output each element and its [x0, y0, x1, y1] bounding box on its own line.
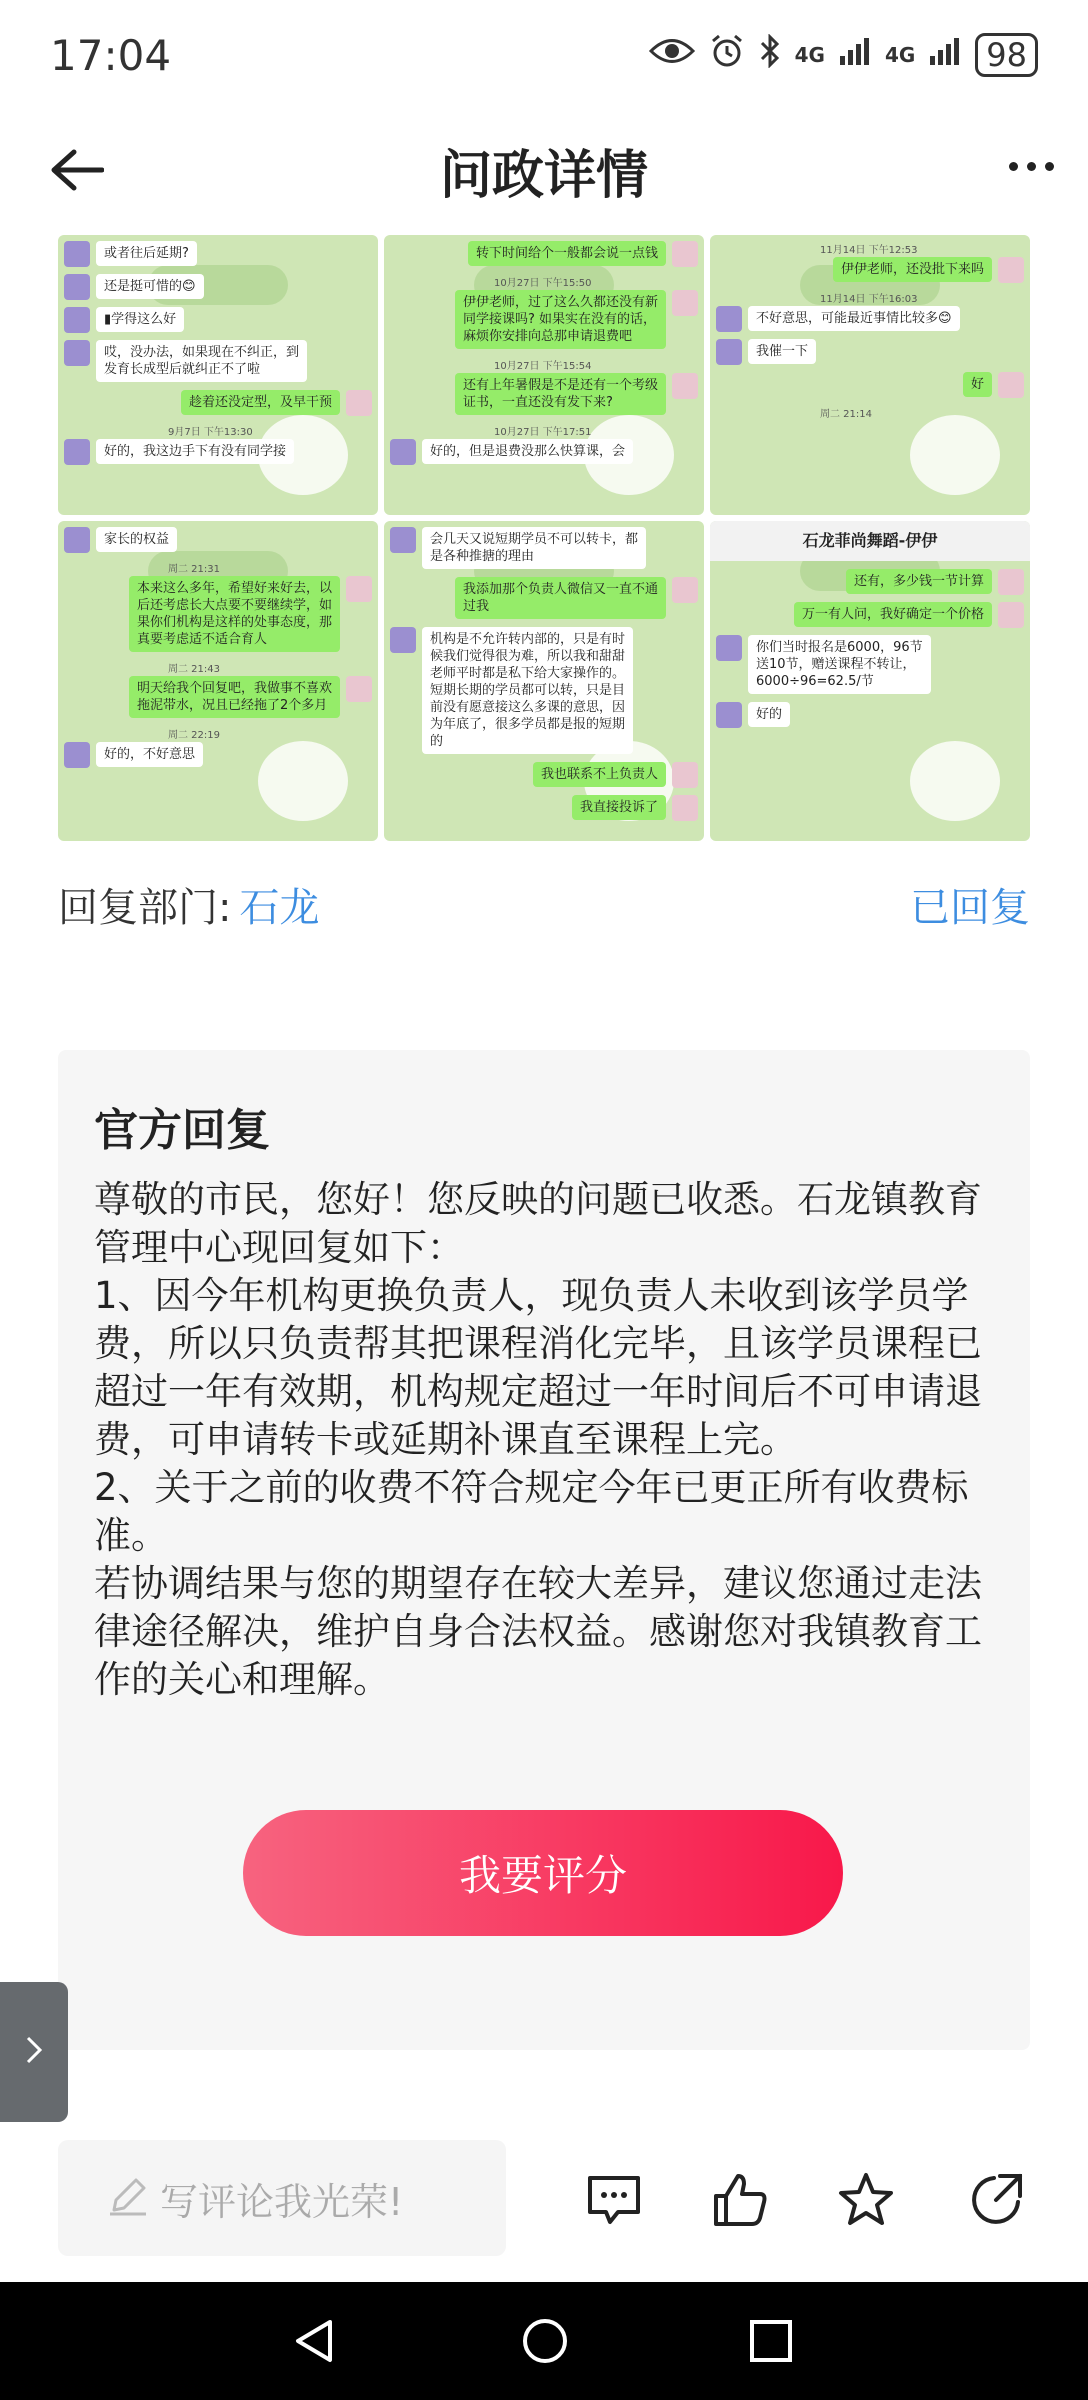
chat-avatar — [716, 306, 742, 332]
chat-screenshot-5[interactable] — [384, 521, 704, 841]
chat-bubble: 你们当时报名是6000，96节 送10节，赠送课程不转让， 6000÷96=62.5/节 — [748, 635, 931, 694]
chat-avatar — [672, 241, 698, 267]
chat-timestamp: 11月14日 下午12:53 — [820, 245, 918, 256]
chat-bubble: 伊伊老师，还没批下来吗 — [833, 257, 992, 282]
chat-avatar — [998, 257, 1024, 283]
nav-recents-icon[interactable] — [746, 2316, 796, 2370]
chat-timestamp: 10月27日 下午15:54 — [494, 361, 592, 372]
like-icon[interactable] — [710, 2170, 770, 2230]
chat-screenshot-1[interactable] — [58, 235, 378, 515]
chat-avatar — [390, 527, 416, 553]
signal-bars-icon — [839, 35, 871, 75]
pencil-icon — [106, 2174, 150, 2222]
chat-avatar — [716, 702, 742, 728]
chat-bubble: 哎，没办法，如果现在不纠正，到 发育长成型后就纠正不了啦 — [96, 340, 307, 382]
page-header — [0, 110, 1088, 230]
eye-icon — [649, 35, 695, 75]
chat-timestamp: 周二 21:43 — [168, 664, 220, 675]
signal-label-1: 4G — [794, 43, 825, 67]
rate-button[interactable]: 我要评分 — [243, 1810, 843, 1936]
chat-bubble: 好的，我这边手下有没有同学接 — [96, 439, 294, 464]
chat-avatar — [998, 602, 1024, 628]
chat-avatar — [716, 635, 742, 661]
chat-bubble: 好 — [963, 372, 992, 397]
chat-avatar — [64, 340, 90, 366]
chevron-right-icon — [23, 2033, 45, 2071]
chat-avatar — [64, 742, 90, 768]
chat-bubble: 还有上年暑假是不是还有一个考级 证书，一直还没有发下来? — [455, 373, 666, 415]
nav-home-icon[interactable] — [520, 2316, 570, 2370]
nav-back-icon[interactable] — [290, 2316, 340, 2370]
chat-avatar — [390, 627, 416, 653]
reply-department-link[interactable]: 石龙 — [239, 885, 320, 931]
chat-timestamp: 10月27日 下午15:50 — [494, 278, 592, 289]
signal-label-2: 4G — [884, 43, 916, 67]
chat-bubble: 会几天又说短期学员不可以转卡，都 是各种推搪的理由 — [422, 527, 646, 569]
system-nav-bar — [0, 2282, 1088, 2400]
chat-bubble: 伊伊老师，过了这么久都还没有新 同学接课吗? 如果实在没有的话， 麻烦你安排向总那申请退费吧 — [455, 290, 666, 349]
chat-bubble: 我催一下 — [748, 339, 816, 364]
chat-bubble: 家长的权益 — [96, 527, 177, 552]
chat-bubble: 机构是不允许转内部的，只是有时 候我们觉得很为难，所以我和甜甜 老师平时都是私下给大家操作的。 短期长期的学员都可以转，只是目 前没有愿意接这么多课的意思，因 为年底了，很多学员都是报的短期 的 — [422, 627, 633, 754]
more-options-icon[interactable] — [1009, 162, 1054, 171]
chat-avatar — [64, 307, 90, 333]
chat-bubble: 不好意思，可能最近事情比较多😊 — [748, 306, 960, 331]
chat-timestamp: 11月14日 下午16:03 — [820, 294, 918, 305]
chat-timestamp: 10月27日 下午17:51 — [494, 427, 592, 438]
chat-screenshot-4[interactable] — [58, 521, 378, 841]
chat-bubble: 或者往后延期? — [96, 241, 197, 266]
bluetooth-icon — [759, 34, 781, 77]
chat-avatar — [64, 241, 90, 267]
chat-avatar — [716, 339, 742, 365]
chat-timestamp: 9月7日 下午13:30 — [168, 427, 253, 438]
comment-placeholder: 写评论我光荣! — [160, 2179, 404, 2224]
chat-bubble: 还有，多少钱一节计算 — [846, 569, 992, 594]
official-reply-card — [58, 1050, 1030, 2050]
status-icons — [649, 33, 1038, 78]
reply-department-label: 回复部门: — [58, 885, 232, 931]
status-time: 17:04 — [50, 30, 172, 80]
chat-avatar — [672, 577, 698, 603]
chat-screenshot-6[interactable] — [710, 521, 1030, 841]
chat-bubble: 明天给我个回复吧，我做事不喜欢 拖泥带水，况且已经拖了2个多月 — [129, 676, 340, 718]
comment-icon[interactable] — [584, 2170, 644, 2230]
favorite-star-icon[interactable] — [836, 2170, 896, 2230]
chat-bubble: 还是挺可惜的😊 — [96, 274, 204, 299]
chat-bubble: 好的 — [748, 702, 790, 727]
signal-bars-icon — [929, 35, 961, 75]
image-grid — [58, 235, 1030, 845]
chat-bubble: 我直接投诉了 — [572, 795, 666, 820]
status-bar — [0, 0, 1088, 110]
chat-bubble: 趁着还没定型，及早干预 — [181, 390, 340, 415]
chat-screenshot-3[interactable] — [710, 235, 1030, 515]
share-icon[interactable] — [966, 2170, 1026, 2230]
chat-avatar — [672, 373, 698, 399]
reply-status: 已回复 — [910, 885, 1030, 931]
chat-bubble: 本来这么多年，希望好来好去，以 后还考虑长大点要不要继续学，如 果你们机构是这样的处事态度，那 真要考虑适不适合育人 — [129, 576, 340, 652]
chat-avatar — [346, 390, 372, 416]
chat-avatar — [672, 290, 698, 316]
back-arrow-icon[interactable] — [50, 148, 104, 192]
alarm-icon — [709, 33, 745, 78]
official-reply-title: 官方回复 — [94, 1105, 270, 1156]
chat-avatar — [672, 795, 698, 821]
chat-timestamp: 周二 22:19 — [168, 730, 220, 741]
chat-bubble: 万一有人问，我好确定一个价格 — [794, 602, 992, 627]
chat-header: 石龙菲尚舞蹈-伊伊 — [710, 521, 1030, 561]
bottom-toolbar — [0, 2130, 1088, 2270]
chat-avatar — [346, 576, 372, 602]
chat-avatar — [390, 439, 416, 465]
page-title: 问政详情 — [439, 145, 648, 206]
battery-indicator: 98 — [975, 33, 1038, 77]
chat-avatar — [64, 439, 90, 465]
chat-bubble: 我也联系不上负责人 — [533, 762, 666, 787]
chat-avatar — [64, 274, 90, 300]
chat-bubble: ▮学得这么好 — [96, 307, 184, 332]
chat-avatar — [672, 762, 698, 788]
chat-timestamp: 周二 21:31 — [168, 564, 220, 575]
chat-bubble: 转下时间给个一般都会说一点钱 — [468, 241, 666, 266]
chat-bubble: 好的，但是退费没那么快算课，会 — [422, 439, 633, 464]
chat-bubble: 我添加那个负责人微信又一直不通 过我 — [455, 577, 666, 619]
official-reply-body: 尊敬的市民，您好！您反映的问题已收悉。石龙镇教育管理中心现回复如下： 1、因今年机构更换负责人，现负责人未收到该学员学费，所以只负责帮其把课程消化完毕，且该学员课程已超过一年有效期，机构规定超过一年时间后不可申请退费，可申请转卡或延期补课直至课程上完。 2、关于之前的收费不符合规定今年已更正所有收费标准。 若协调结果与您的期望存在较大差异，建议您通过走法律途径解决，维护自身合法权益。感谢您对我镇教育工作的关心和理解。 — [94, 1178, 982, 1701]
chat-avatar — [998, 372, 1024, 398]
reply-department-row — [58, 876, 1030, 933]
chat-bubble: 好的，不好意思 — [96, 742, 203, 767]
chat-timestamp: 周二 21:14 — [820, 409, 872, 420]
comment-input[interactable] — [58, 2140, 506, 2256]
chat-screenshot-2[interactable] — [384, 235, 704, 515]
chat-avatar — [346, 676, 372, 702]
chat-avatar — [998, 569, 1024, 595]
side-expand-tab[interactable] — [0, 1982, 68, 2122]
chat-avatar — [64, 527, 90, 553]
